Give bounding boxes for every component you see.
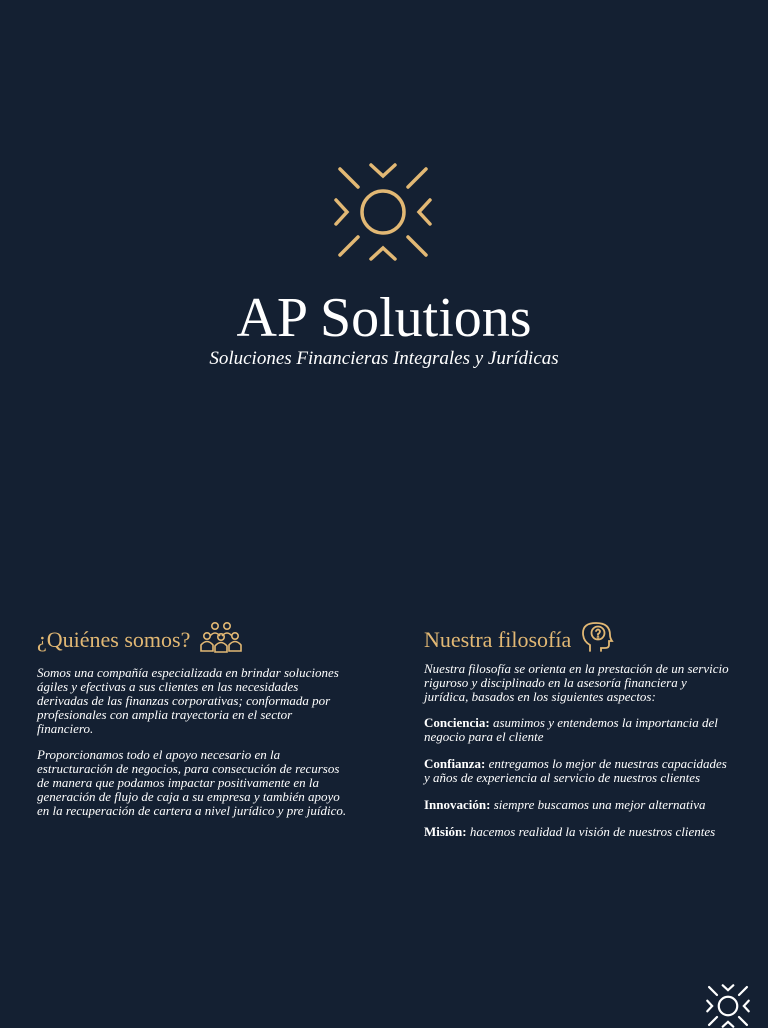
philosophy-section xyxy=(424,620,734,852)
philosophy-heading-text: Nuestra filosofía xyxy=(424,627,572,652)
page-title: AP Solutions xyxy=(236,287,532,349)
philosophy-item-text: entregamos lo mejor de nuestras capacidades y años de experiencia al servicio de nuestros clientes xyxy=(424,756,727,785)
about-paragraph-1: Somos una compañía especializada en brindar soluciones ágiles y efectivas a sus clientes en las necesidades derivadas de las finanzas corporativas; conformada por profesionales con amplia trayectoria en el sector financiero. xyxy=(37,665,339,736)
sun-burst-icon xyxy=(333,162,433,262)
philosophy-item xyxy=(424,798,734,812)
philosophy-item-term: Conciencia: xyxy=(424,715,490,730)
corner-sun-icon xyxy=(706,984,750,1028)
about-heading-text: ¿Quiénes somos? xyxy=(37,627,191,652)
about-section xyxy=(37,620,347,830)
about-heading xyxy=(37,620,347,660)
philosophy-item-term: Confianza: xyxy=(424,756,486,771)
thinking-head-icon xyxy=(581,621,615,659)
philosophy-item xyxy=(424,825,734,839)
team-icon xyxy=(200,620,242,660)
philosophy-item-text: hacemos realidad la visión de nuestros clientes xyxy=(469,824,716,839)
philosophy-item-text: asumimos y entendemos la importancia del negocio para el cliente xyxy=(424,715,718,744)
philosophy-heading xyxy=(424,620,734,660)
page-subtitle: Soluciones Financieras Integrales y Jurídicas xyxy=(209,348,559,369)
philosophy-item-text: siempre buscamos una mejor alternativa xyxy=(493,797,706,812)
philosophy-item xyxy=(424,757,734,785)
philosophy-item-term: Innovación: xyxy=(424,797,491,812)
philosophy-item xyxy=(424,716,734,744)
philosophy-intro: Nuestra filosofía se orienta en la prestación de un servicio riguroso y disciplinado en la asesoría financiera y jurídica, basados en los siguientes aspectos: xyxy=(424,661,729,704)
philosophy-item-term: Misión: xyxy=(424,824,467,839)
about-paragraph-2: Proporcionamos todo el apoyo necesario en la estructuración de negocios, para consecución de recursos de manera que podamos impactar positivamente en la generación de flujo de caja a su empresa y también apoyo en la recuperación de cartera a nivel jurídico y pre juídico. xyxy=(37,747,347,818)
